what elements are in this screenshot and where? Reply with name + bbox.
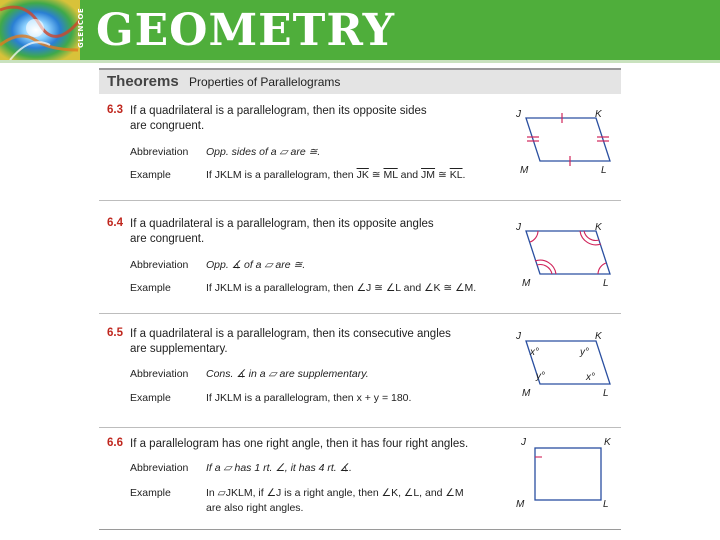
vertex-label: L: [603, 278, 609, 289]
statement-line: are congruent.: [130, 233, 205, 245]
theorems-heading: Theorems: [107, 73, 179, 90]
theorems-subheading: Properties of Parallelograms: [189, 75, 341, 89]
vertex-label: L: [601, 165, 607, 176]
segment-kl: $\overline{KL}$: [449, 169, 463, 181]
example-part: ≅: [435, 169, 450, 181]
example-part: If JKLM is a parallelogram, then: [206, 169, 357, 181]
theorem-statement: [130, 217, 470, 247]
vertex-label: K: [595, 109, 602, 120]
angle-arc: [598, 263, 606, 274]
example-line: In ▱JKLM, if ∠J is a right angle, then ∠K, ∠L, and ∠M: [206, 487, 464, 499]
abbreviation-label: Abbreviation: [130, 462, 189, 474]
theorem-statement: [130, 327, 470, 357]
rectangle-figure: [504, 437, 619, 517]
parallelogram-shape: [526, 231, 610, 274]
fractal-logo-icon: [0, 0, 80, 60]
example-text: [206, 486, 496, 516]
example-part: .: [462, 169, 466, 181]
abbreviation-text: Opp. ∡ of a ▱ are ≅.: [206, 259, 306, 271]
divider: [99, 427, 621, 428]
statement-line: are congruent.: [130, 120, 205, 132]
vertex-label: M: [516, 499, 525, 510]
abbreviation-text: Opp. sides of a ▱ are ≅.: [206, 146, 321, 158]
vertex-label: J: [516, 109, 521, 120]
statement-line: If a parallelogram has one right angle, then it has four right angles.: [130, 438, 469, 450]
abbreviation-label: Abbreviation: [130, 259, 189, 271]
parallelogram-figure-angles: [504, 217, 619, 297]
vertex-label: J: [521, 437, 526, 448]
vertex-label: M: [522, 388, 531, 399]
box-bottom-border: [99, 529, 621, 530]
segment-ml: $\overline{ML}$: [383, 169, 398, 181]
example-label: Example: [130, 282, 171, 294]
angle-label: x°: [530, 347, 539, 358]
theorem-statement: [130, 437, 470, 452]
segment-jm: $\overline{JM}$: [421, 169, 436, 181]
theorem-number: 6.6: [107, 437, 123, 449]
example-line: are also right angles.: [206, 502, 304, 514]
angle-label: y°: [536, 371, 545, 382]
example-part: and: [397, 169, 422, 181]
example-label: Example: [130, 169, 171, 181]
theorem-6-4: [99, 217, 621, 307]
abbreviation-label: Abbreviation: [130, 146, 189, 158]
statement-line: are supplementary.: [130, 343, 228, 355]
abbreviation-text: Cons. ∡ in a ▱ are supplementary.: [206, 368, 369, 380]
divider: [99, 200, 621, 201]
example-label: Example: [130, 487, 171, 499]
vertex-label: L: [603, 388, 609, 399]
theorem-statement: [130, 104, 470, 134]
theorem-6-6: [99, 437, 621, 527]
theorems-header: [99, 68, 621, 94]
vertex-label: L: [603, 499, 609, 510]
page-title: GEOMETRY: [96, 5, 396, 56]
theorem-number: 6.3: [107, 104, 123, 116]
parallelogram-figure-sides: [504, 104, 619, 184]
example-part: ≅: [368, 169, 384, 181]
vertex-label: J: [516, 331, 521, 342]
angle-arc: [530, 231, 538, 242]
vertex-label: J: [516, 222, 521, 233]
example-text: If JKLM is a parallelogram, then ∠J ≅ ∠L and ∠K ≅ ∠M.: [206, 282, 477, 294]
rectangle-shape: [535, 448, 601, 500]
vertex-label: K: [604, 437, 611, 448]
divider: [99, 313, 621, 314]
example-text: If JKLM is a parallelogram, then x + y = 180.: [206, 392, 412, 404]
statement-line: If a quadrilateral is a parallelogram, then its opposite sides: [130, 105, 427, 117]
vertex-label: K: [595, 331, 602, 342]
abbreviation-label: Abbreviation: [130, 368, 189, 380]
theorem-number: 6.5: [107, 327, 123, 339]
theorem-6-5: [99, 327, 621, 417]
abbreviation-text: If a ▱ has 1 rt. ∠, it has 4 rt. ∡.: [206, 462, 352, 474]
angle-label: x°: [586, 372, 595, 383]
vertex-label: K: [595, 222, 602, 233]
vertex-label: M: [520, 165, 529, 176]
vertex-label: M: [522, 278, 531, 289]
banner: [0, 0, 720, 63]
example-label: Example: [130, 392, 171, 404]
segment-jk: $\overline{JK}$: [356, 169, 369, 181]
statement-line: If a quadrilateral is a parallelogram, then its consecutive angles: [130, 328, 451, 340]
publisher-label: GLENCOE: [77, 7, 85, 48]
parallelogram-shape: [526, 118, 610, 161]
theorem-6-3: [99, 104, 621, 194]
example-text: [206, 168, 506, 183]
parallelogram-figure-consecutive: [504, 327, 619, 407]
angle-label: y°: [580, 347, 589, 358]
theorem-number: 6.4: [107, 217, 123, 229]
statement-line: If a quadrilateral is a parallelogram, then its opposite angles: [130, 218, 434, 230]
